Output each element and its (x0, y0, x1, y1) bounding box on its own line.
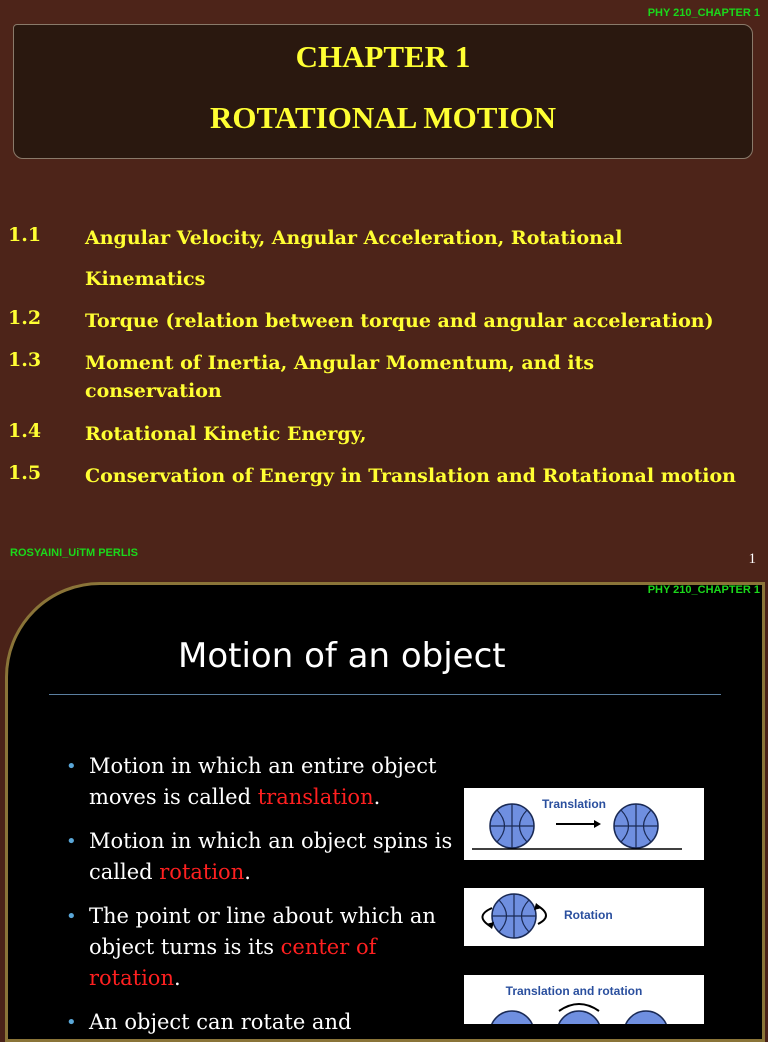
bullet-text: Motion in which an object spins is called (89, 829, 453, 884)
figure-label: Rotation (564, 908, 613, 922)
header-tag: PHY 210_CHAPTER 1 (647, 7, 760, 19)
toc-text: Moment of Inertia, Angular Momentum, and its (85, 352, 595, 374)
basketball-icon (490, 1011, 534, 1024)
bullet-dot-icon: • (66, 1012, 77, 1033)
rotation-figure (464, 888, 704, 946)
header-tag: PHY 210_CHAPTER 1 (647, 584, 760, 596)
title-divider (49, 694, 721, 695)
toc-text-cont: conservation (85, 380, 222, 402)
bullet-item (66, 751, 446, 813)
basketball-icon (614, 804, 658, 848)
bullet-dot-icon: • (66, 906, 77, 927)
bullet-text: The point or line about which an object turns is its (89, 904, 436, 959)
translation-rotation-figure (464, 975, 704, 1024)
arrow-right-icon (556, 820, 601, 828)
toc-number: 1.1 (8, 224, 42, 246)
basketball-icon (624, 1011, 668, 1024)
bullet-highlight: center of rotation (89, 935, 377, 990)
toc-number: 1.3 (8, 349, 42, 371)
bullet-text-end: . (173, 966, 181, 990)
bullet-text: Motion in which an entire object moves is called (89, 754, 437, 809)
bullet-dot-icon: • (66, 831, 77, 852)
toc-text: Rotational Kinetic Energy, (85, 423, 367, 445)
figure-label: Translation (541, 797, 607, 811)
title-box (13, 24, 753, 159)
toc-number: 1.4 (8, 420, 42, 442)
toc-text-cont: Kinematics (85, 268, 206, 290)
chapter-title: CHAPTER 1 (295, 39, 471, 74)
figure-label: Translation and rotation (505, 984, 643, 998)
bullet-item (66, 826, 453, 888)
basketball-icon (490, 804, 534, 848)
toc-number: 1.2 (8, 307, 42, 329)
bullet-highlight: rotation (159, 860, 245, 884)
bullet-text: An object can rotate and (89, 1010, 352, 1034)
toc-text: Torque (relation between torque and angular acceleration) (85, 310, 714, 332)
bullet-text-end: . (244, 860, 251, 884)
page-number: 1 (748, 551, 756, 567)
bullet-item (66, 1007, 446, 1038)
bullet-text-end: . (373, 785, 381, 809)
translation-figure (464, 788, 704, 860)
basketball-icon (557, 1004, 601, 1024)
bullet-highlight: translation (257, 785, 374, 809)
toc-text: Conservation of Energy in Translation and Rotational motion (85, 465, 736, 487)
slide-title: Motion of an object (178, 636, 506, 676)
toc-text: Angular Velocity, Angular Acceleration, Rotational (85, 227, 623, 249)
footer-author: ROSYAINI_UiTM PERLIS (10, 547, 138, 559)
bullet-item (66, 901, 446, 994)
basketball-icon (492, 894, 536, 938)
toc-number: 1.5 (8, 462, 42, 484)
bullet-dot-icon: • (66, 756, 77, 777)
chapter-subtitle: ROTATIONAL MOTION (210, 100, 556, 135)
